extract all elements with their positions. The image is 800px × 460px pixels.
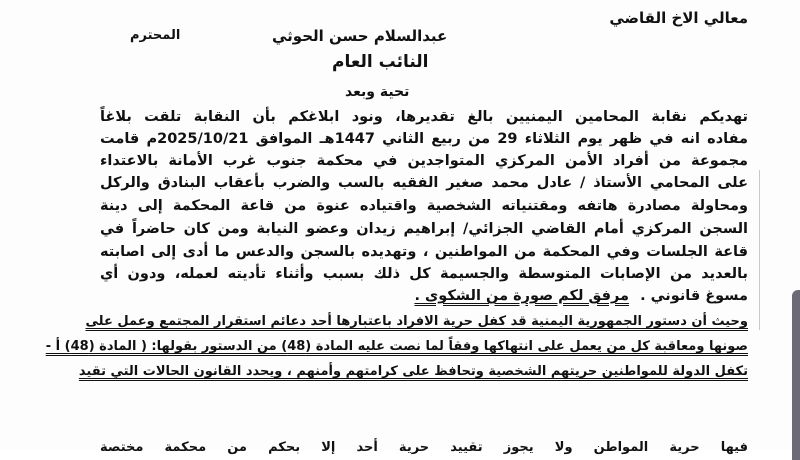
body-line: مجموعة من أفراد الأمن المركزي المتواجدين في محكمة جنوب غرب الأمانة بالاعتداء <box>100 153 748 169</box>
side-edge-overlay <box>792 290 800 460</box>
body-line: ومحاولة مصادرة هاتفه ومقتنياته الشخصية واقتياده عنوة من قاعة المحكمة إلى دينة <box>100 198 748 214</box>
addressee-line: معالي الاخ القاضي <box>609 9 748 27</box>
constitution-line: فيها حرية المواطن ولا يجوز تقييد حرية أحد إلا بحكم من محكمة مختصة <box>100 440 748 455</box>
body-last-text: مسوغ قانوني . <box>640 288 748 304</box>
constitution-line: وحيث أن دستور الجمهورية اليمنية قد كفل حرية الافراد باعتبارها أحد دعائم استقرار المجتمع وعمل على <box>85 314 748 329</box>
honorific: المحترم <box>130 28 181 43</box>
greeting: تحية وبعد <box>345 84 410 100</box>
recipient-position: النائب العام <box>332 52 429 72</box>
body-line: على المحامي الأستاذ / عادل محمد صغير الفقيه بالسب والضرب بأعقاب البنادق والركل <box>100 175 748 191</box>
body-line-end <box>414 286 748 306</box>
constitution-line: تكفل الدولة للمواطنين حريتهم الشخصية وتحافظ على كرامتهم وأمنهم ، ويحدد القانون الحالات التي تقيد <box>78 364 748 379</box>
addressee-name: عبدالسلام حسن الحوثي <box>272 27 448 45</box>
body-line: قاعة الجلسات وفي المحكمة من المواطنين ، وتهديده بالسجن والدعس ما أدى إلى اصابته <box>100 244 748 260</box>
body-line: السجن المركزي أمام القاضي الجزائي/ إبراهيم زيدان وعضو النيابة ومن كان حاضراً في <box>100 221 748 237</box>
body-line: بالعديد من الإصابات المتوسطة والجسيمة كل ذلك بسبب وأثناء تأديته لعمله، ودون أي <box>100 266 748 282</box>
attachment-note: مرفق لكم صورة من الشكوى . <box>414 288 630 304</box>
body-line: تهديكم نقابة المحامين اليمنيين بالغ تقديرها، ونود ابلاغكم بأن النقابة تلقت بلاغاً <box>100 109 748 125</box>
paper-fold-line <box>759 170 760 330</box>
body-line: مفاده انه في ظهر يوم الثلاثاء 29 من ربيع الثاني 1447هـ الموافق 2025/10/21م قامت <box>100 131 749 147</box>
constitution-line: صونها ومعاقبة كل من يعمل على انتهاكها وفقاً لما نصت عليه المادة (48) من الدستور بقولها: ( المادة (48) أ - <box>45 339 748 354</box>
